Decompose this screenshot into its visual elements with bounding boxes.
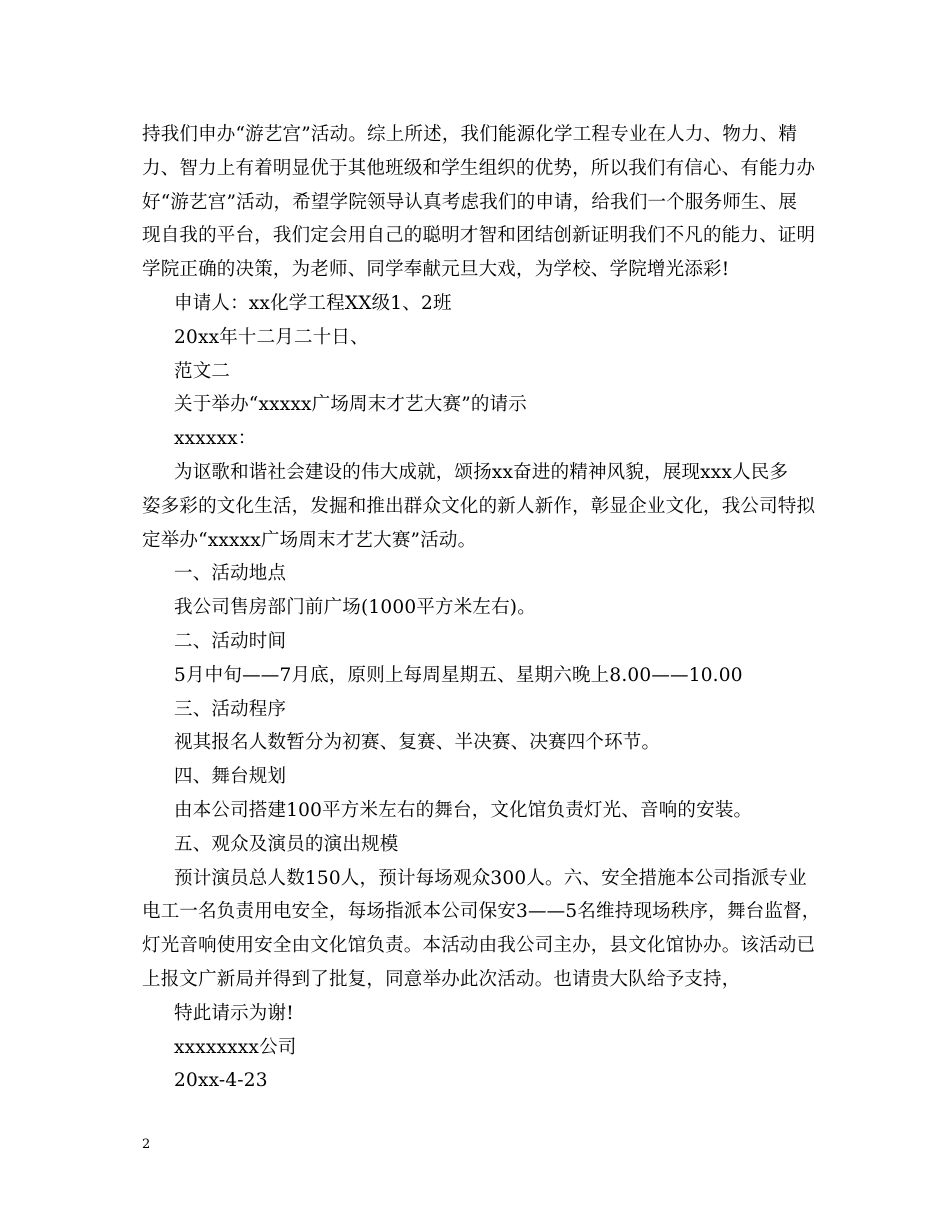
text-line: 由本公司搭建100平方米左右的舞台，文化馆负责灯光、音响的安装。 <box>174 799 753 821</box>
text-line: 我公司售房部门前广场(1000平方米左右)。 <box>174 597 536 619</box>
item-heading: 五、观众及演员的演出规模 <box>174 833 399 855</box>
signature-date: 20xx-4-23 <box>174 1070 268 1092</box>
item-heading: 一、活动地点 <box>174 563 287 585</box>
page-number: 2 <box>142 1137 151 1152</box>
section-heading: 范文二 <box>174 360 231 382</box>
text-line: 学院正确的决策，为老师、同学奉献元旦大戏，为学校、学院增光添彩! <box>142 259 730 281</box>
text-line: 力、智力上有着明显优于其他班级和学生组织的优势，所以我们有信心、有能力办 <box>142 157 816 179</box>
date-line: 20xx年十二月二十日、 <box>174 326 369 348</box>
text-line: 上报文广新局并得到了批复，同意举办此次活动。也请贵大队给予支持， <box>142 968 741 990</box>
text-line: 现自我的平台，我们定会用自己的聪明才智和团结创新证明我们不凡的能力、证明 <box>142 225 816 247</box>
text-line: 预计演员总人数150人，预计每场观众300人。六、安全措施本公司指派专业 <box>174 867 807 889</box>
document-body <box>142 118 828 1098</box>
text-line: 灯光音响使用安全由文化馆负责。本活动由我公司主办，县文化馆协办。该活动已 <box>142 935 816 957</box>
item-heading: 二、活动时间 <box>174 630 287 652</box>
salutation: xxxxxx： <box>174 428 257 450</box>
text-line: 姿多彩的文化生活，发掘和推出群众文化的新人新作，彰显企业文化，我公司特拟 <box>142 495 816 517</box>
text-line: 视其报名人数暂分为初赛、复赛、半决赛、决赛四个环节。 <box>174 732 661 754</box>
request-title: 关于举办“xxxxx广场周末才艺大赛”的请示 <box>174 394 527 416</box>
text-line: 定举办“xxxxx广场周末才艺大赛”活动。 <box>142 529 477 551</box>
closing-line: 特此请示为谢! <box>174 1002 294 1024</box>
text-line: 持我们申办“游艺宫”活动。综上所述，我们能源化学工程专业在人力、物力、精 <box>142 124 798 145</box>
text-line: 为讴歌和谐社会建设的伟大成就，颂扬xx奋进的精神风貌，展现xxx人民多 <box>174 461 789 483</box>
text-line: 5月中旬——7月底，原则上每周星期五、星期六晚上8.00——10.00 <box>174 664 743 686</box>
applicant-line: 申请人：xx化学工程XX级1、2班 <box>174 292 452 314</box>
item-heading: 四、舞台规划 <box>174 766 287 788</box>
text-line: 好“游艺宫”活动，希望学院领导认真考虑我们的申请，给我们一个服务师生、展 <box>142 191 798 213</box>
text-line: 电工一名负责用电安全，每场指派本公司保安3——5名维持现场秩序，舞台监督， <box>142 901 821 923</box>
item-heading: 三、活动程序 <box>174 698 287 720</box>
signature-line: xxxxxxxx公司 <box>174 1036 297 1058</box>
